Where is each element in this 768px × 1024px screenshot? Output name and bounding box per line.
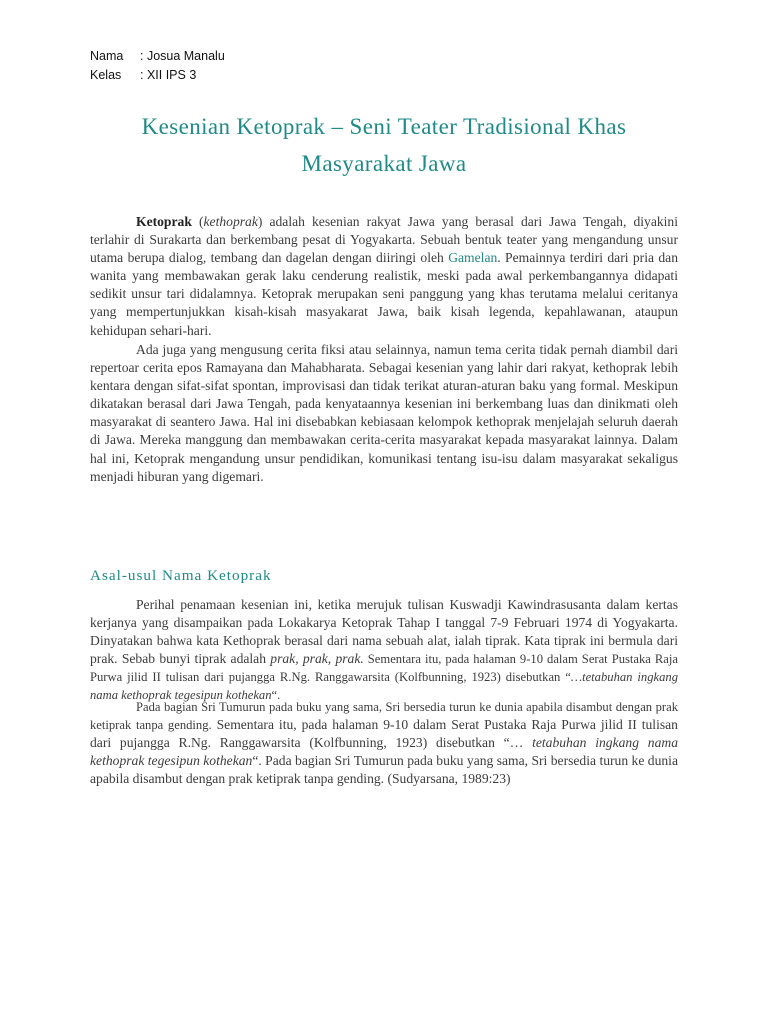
title-line-2: Masyarakat Jawa [301,151,467,176]
document-title [90,108,678,182]
gamelan-link[interactable]: Gamelan [448,250,498,266]
student-info [90,47,225,85]
name-label: Nama [90,49,124,63]
paragraph-2 [90,341,678,486]
term-ketoprak: Ketoprak [136,214,192,229]
paragraph-1-text-a: ) adalah kesenian rakyat Jawa yang berasal dari Jawa Tengah, diyakini terlahir di Surakarta dan berkembang pesat di Yogyakarta. Sebuah bentuk teater yang mengandung unsur utama berupa dialog, tembang dan dagelan dengan diiringi oleh [90,214,678,266]
paragraph-4-text-a: Sementara itu, pada halaman 9-10 dalam Serat Pustaka Raja Purwa jilid II tulisan dari pujangga R.Ng. Ranggawarsita (Kolfbunning, 1923) disebutkan “… [90,717,678,751]
student-class-row [90,66,225,85]
class-value: : XII IPS 3 [140,68,197,82]
section-heading-origin: Asal-usul Nama Ketoprak [90,567,272,584]
paragraph-4-first: Pada bagian Sri Tumurun pada buku yang sama, Sri bersedia turun ke dunia apabila disambut dengan prak ketiprak tanpa gending. [90,700,678,733]
paragraph-3-text-c: “. [271,688,281,703]
paragraph-2-text: Ada juga yang mengusung cerita fiksi atau selainnya, namun tema cerita tidak pernah diambil dari repertoar cerita epos Ramayana dan Mahabharata. Sebagai kesenian yang lahir dari rakyat, kethoprak lebih kentara dengan sifat-sifat spontan, improvisasi dan tidak terikat aturan-aturan baku yang formal. Meskipun dikatakan berasal dari Jawa Tengah, pada kenyataannya kesenian ini berkembang luas dan dinikmati oleh masyarakat di seantero Jawa. Hal ini disebabkan kebiasaan kelompok kethoprak menjelajah seluruh daerah di Jawa. Mereka manggung dan membawakan cerita-cerita masyarakat kepada masyarakat lainnya. Dalam hal ini, Ketoprak mengandung unsur pendidikan, komunikasi tentang isu-isu dalam masyarakat sekaligus menjadi hiburan yang digemari. [90,342,678,484]
paragraph-4 [90,698,678,788]
paragraph-3-italic-b: …tetabuhan ingkang nama kethoprak tegesipun kothekan [90,670,678,703]
paren-open: ( [191,214,204,229]
paragraph-3-text-b: Sementara itu, pada halaman 9-10 dalam Serat Pustaka Raja Purwa jilid II tulisan dari pujangga R.Ng. Ranggawarsita (Kolfbunning, 1923) disebutkan “ [90,652,678,685]
paragraph-3 [90,596,678,705]
class-label: Kelas [90,68,122,82]
paragraph-4-text-b: “. Pada bagian Sri Tumurun pada buku yang sama, Sri bersedia turun ke dunia apabila disambut dengan prak ketiprak tanpa gending. (Sudyarsana, 1989:23) [90,753,678,787]
paragraph-4-italic-a: tetabuhan ingkang nama kethoprak tegesipun kothekan [90,735,679,769]
paragraph-1-text-b: . Pemainnya terdiri dari pria dan wanita yang membawakan gerak laku cenderung realistik, meski pada awal perkembangannya didapati sedikit unsur tari didalamnya. Ketoprak merupakan seni panggung yang khas terutama melalui ceritanya yang mempertunjukkan kisah-kisah masyakarat Jawa, baik kisah legenda, kepahlawanan, ataupun kehidupan sehari-hari. [90,250,678,338]
paragraph-1 [90,213,678,340]
name-value: : Josua Manalu [140,49,225,63]
title-line-1: Kesenian Ketoprak – Seni Teater Tradisional Khas [141,114,627,139]
paragraph-3-text-a: Perihal penamaan kesenian ini, ketika merujuk tulisan Kuswadji Kawindrasusanta dalam kertas kerjanya yang disampaikan pada Lokakarya Ketoprak Tahap I tanggal 7-9 Februari 1974 di Yogyakarta. Dinyatakan bahwa kata Kethoprak berasal dari nama sebuah alat, ialah tiprak. Kata tiprak ini bermula dari prak. Sebab bunyi tiprak adalah [90,597,678,667]
term-kethoprak: kethoprak [203,214,258,229]
student-name-row [90,47,225,66]
paragraph-3-italic-a: prak, prak, prak. [270,651,364,667]
